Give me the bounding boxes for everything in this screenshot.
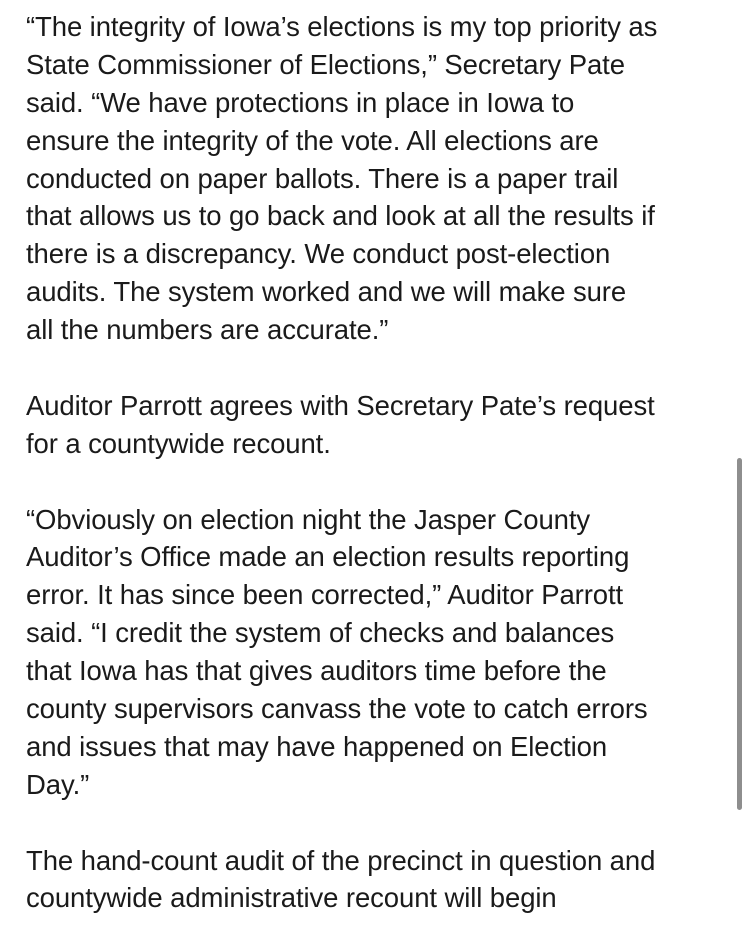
article-body bbox=[26, 8, 726, 917]
text-line: “The integrity of Iowa’s elections is my top priority as bbox=[26, 11, 658, 42]
text-line: all the numbers are accurate.” bbox=[26, 314, 389, 346]
text-line: that Iowa has that gives auditors time before the bbox=[26, 655, 607, 687]
text-line: said. “We have protections in place in Iowa to bbox=[26, 86, 575, 118]
text-line: State Commissioner of Elections,” Secretary Pate bbox=[26, 48, 625, 80]
viewport-bottom-edge bbox=[0, 917, 750, 943]
paragraph-auditor-quote bbox=[26, 501, 726, 804]
text-line: that allows us to go back and look at all the results if bbox=[26, 200, 655, 232]
text-line: for a countywide recount. bbox=[26, 427, 331, 459]
scrollbar-thumb[interactable] bbox=[737, 458, 742, 810]
text-line: and issues that may have happened on Election bbox=[26, 730, 608, 762]
paragraph-secretary-quote bbox=[26, 8, 726, 349]
text-line: said. “I credit the system of checks and balances bbox=[26, 617, 615, 649]
text-line: error. It has since been corrected,” Auditor Parrott bbox=[26, 579, 624, 611]
text-line: Day.” bbox=[26, 768, 90, 800]
paragraph-recount-schedule bbox=[26, 842, 726, 918]
text-line: conducted on paper ballots. There is a paper trail bbox=[26, 162, 619, 194]
text-line: Auditor’s Office made an election results reporting bbox=[26, 541, 630, 573]
text-line: countywide administrative recount will begin bbox=[26, 882, 557, 914]
paragraph-spacer bbox=[26, 349, 726, 387]
text-line: The hand-count audit of the precinct in question and bbox=[26, 844, 656, 876]
paragraph-spacer bbox=[26, 463, 726, 501]
text-line: audits. The system worked and we will make sure bbox=[26, 276, 627, 308]
text-line: “Obviously on election night the Jasper County bbox=[26, 503, 591, 535]
paragraph-spacer bbox=[26, 804, 726, 842]
text-line: ensure the integrity of the vote. All elections are bbox=[26, 124, 599, 156]
text-line: county supervisors canvass the vote to catch errors bbox=[26, 693, 648, 725]
text-line: there is a discrepancy. We conduct post-election bbox=[26, 238, 611, 270]
paragraph-auditor-agrees bbox=[26, 387, 726, 463]
text-line: Auditor Parrott agrees with Secretary Pate’s request bbox=[26, 389, 655, 421]
